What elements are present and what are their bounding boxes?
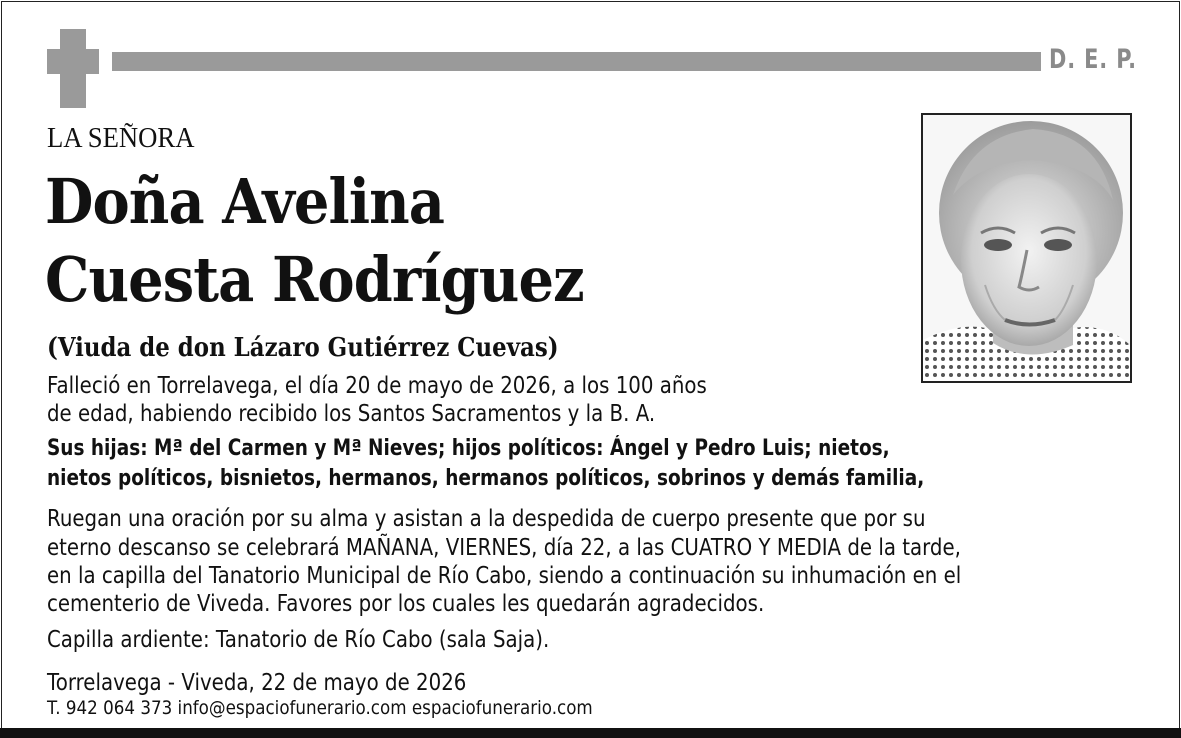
bottom-border <box>0 728 1181 738</box>
title-prefix: LA SEÑORA <box>47 122 195 154</box>
portrait-photo <box>921 113 1132 383</box>
family-line2: nietos políticos, bisnietos, hermanos, hermanos políticos, sobrinos y demás familia, <box>47 466 925 491</box>
deceased-name-line1: Doña Avelina <box>45 165 445 238</box>
dep-label: D. E. P. <box>1049 44 1137 75</box>
contact-line: T. 942 064 373 info@espaciofunerario.com espaciofunerario.com <box>47 697 593 719</box>
widow-of-line: (Viuda de don Lázaro Gutiérrez Cuevas) <box>47 333 559 363</box>
request-line1: Ruegan una oración por su alma y asistan a la despedida de cuerpo presente que por su <box>47 506 926 532</box>
header-rule <box>112 52 1041 71</box>
request-line3: en la capilla del Tanatorio Municipal de Río Cabo, siendo a continuación su inhumación en el <box>47 563 962 589</box>
request-line2: eterno descanso se celebrará MAÑANA, VIERNES, día 22, a las CUATRO Y MEDIA de la tarde, <box>47 535 961 561</box>
chapel-line: Capilla ardiente: Tanatorio de Río Cabo (sala Saja). <box>47 627 550 653</box>
deceased-name-line2: Cuesta Rodríguez <box>45 243 584 316</box>
death-text-line2: de edad, habiendo recibido los Santos Sacramentos y la B. A. <box>47 401 656 427</box>
place-date-line: Torrelavega - Viveda, 22 de mayo de 2026 <box>47 670 467 696</box>
family-line1: Sus hijas: Mª del Carmen y Mª Nieves; hijos políticos: Ángel y Pedro Luis; nietos, <box>47 436 890 461</box>
death-text-line1: Falleció en Torrelavega, el día 20 de mayo de 2026, a los 100 años <box>47 373 707 399</box>
request-line4: cementerio de Viveda. Favores por los cuales les quedarán agradecidos. <box>47 591 765 617</box>
